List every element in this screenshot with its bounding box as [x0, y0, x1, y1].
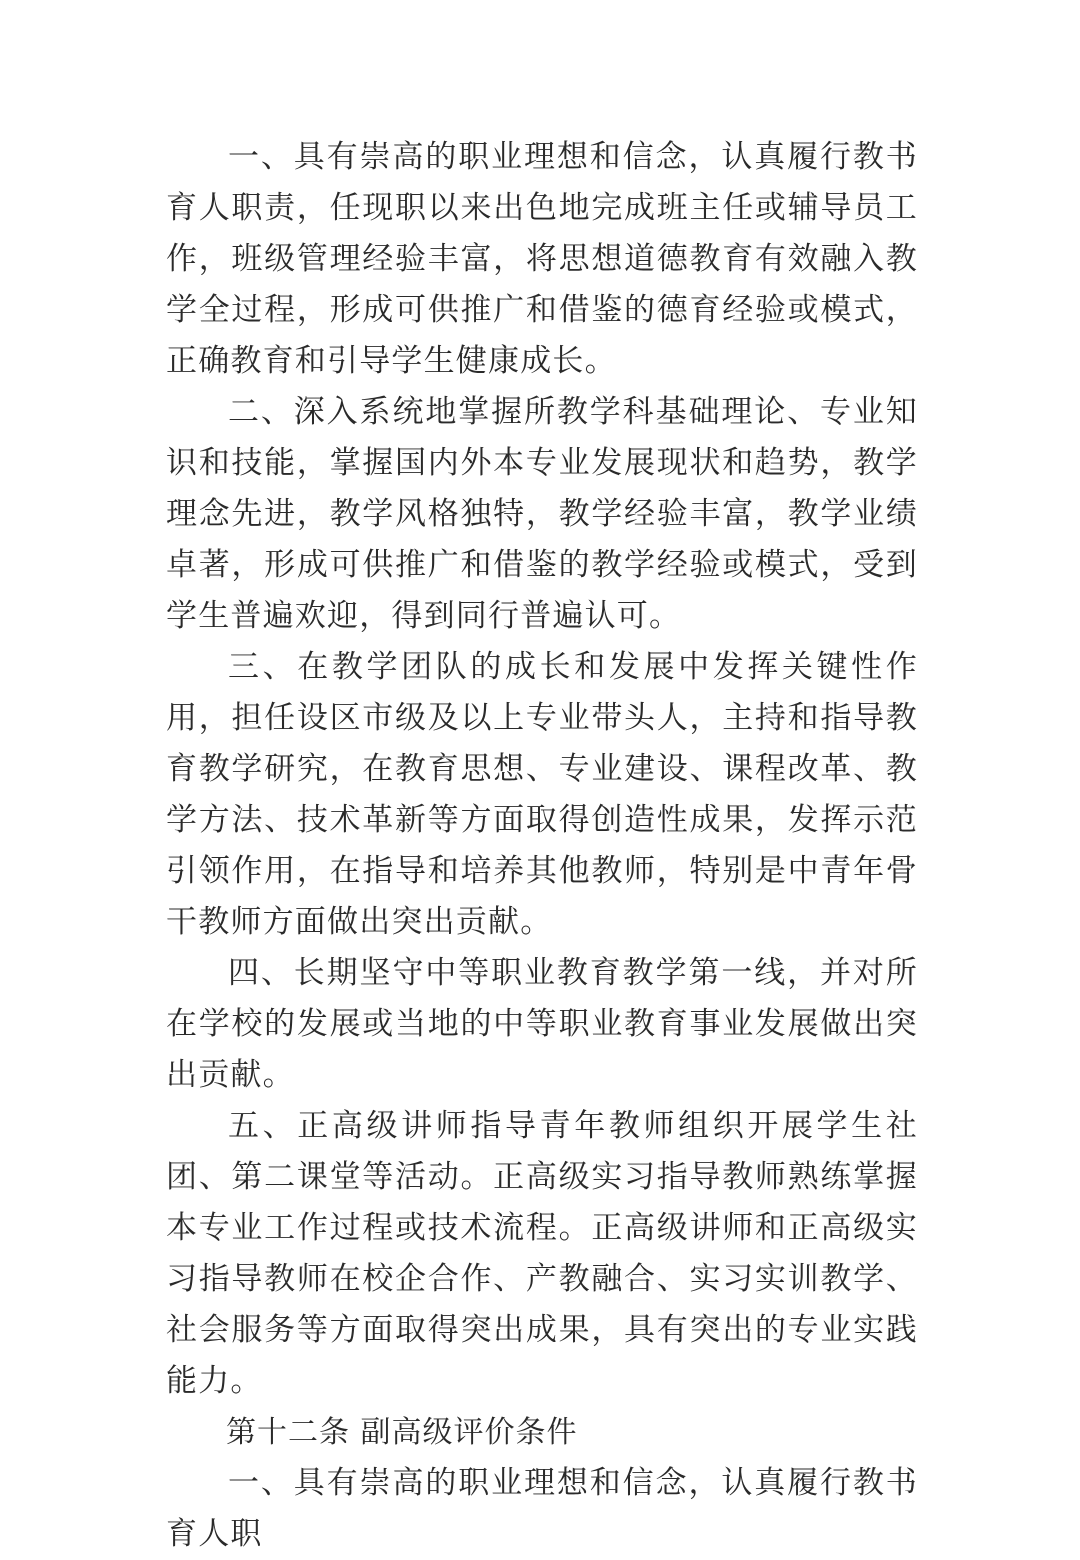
paragraph-2: 二、深入系统地掌握所教学科基础理论、专业知识和技能，掌握国内外本专业发展现状和趋势，教学理念先进，教学风格独特，教学经验丰富，教学业绩卓著，形成可供推广和借鉴的教学经验或模式，受到学生普遍欢迎，得到同行普遍认可。	[166, 394, 918, 634]
document-body	[166, 132, 918, 1560]
paragraph-5: 五、正高级讲师指导青年教师组织开展学生社团、第二课堂等活动。正高级实习指导教师熟练掌握本专业工作过程或技术流程。正高级讲师和正高级实习指导教师在校企合作、产教融合、实习实训教学、社会服务等方面取得突出成果，具有突出的专业实践能力。	[166, 1108, 918, 1399]
paragraph-3: 三、在教学团队的成长和发展中发挥关键性作用，担任设区市级及以上专业带头人，主持和指导教育教学研究，在教育思想、专业建设、课程改革、教学方法、技术革新等方面取得创造性成果，发挥示范引领作用，在指导和培养其他教师，特别是中青年骨干教师方面做出突出贡献。	[166, 649, 918, 940]
paragraph-1: 一、具有崇高的职业理想和信念，认真履行教书育人职责，任现职以来出色地完成班主任或辅导员工作，班级管理经验丰富，将思想道德教育有效融入教学全过程，形成可供推广和借鉴的德育经验或模式，正确教育和引导学生健康成长。	[166, 139, 918, 379]
paragraph-6: 一、具有崇高的职业理想和信念，认真履行教书育人职	[166, 1465, 918, 1552]
section-heading: 第十二条 副高级评价条件	[226, 1415, 578, 1450]
paragraph-4: 四、长期坚守中等职业教育教学第一线，并对所在学校的发展或当地的中等职业教育事业发展做出突出贡献。	[166, 955, 918, 1093]
